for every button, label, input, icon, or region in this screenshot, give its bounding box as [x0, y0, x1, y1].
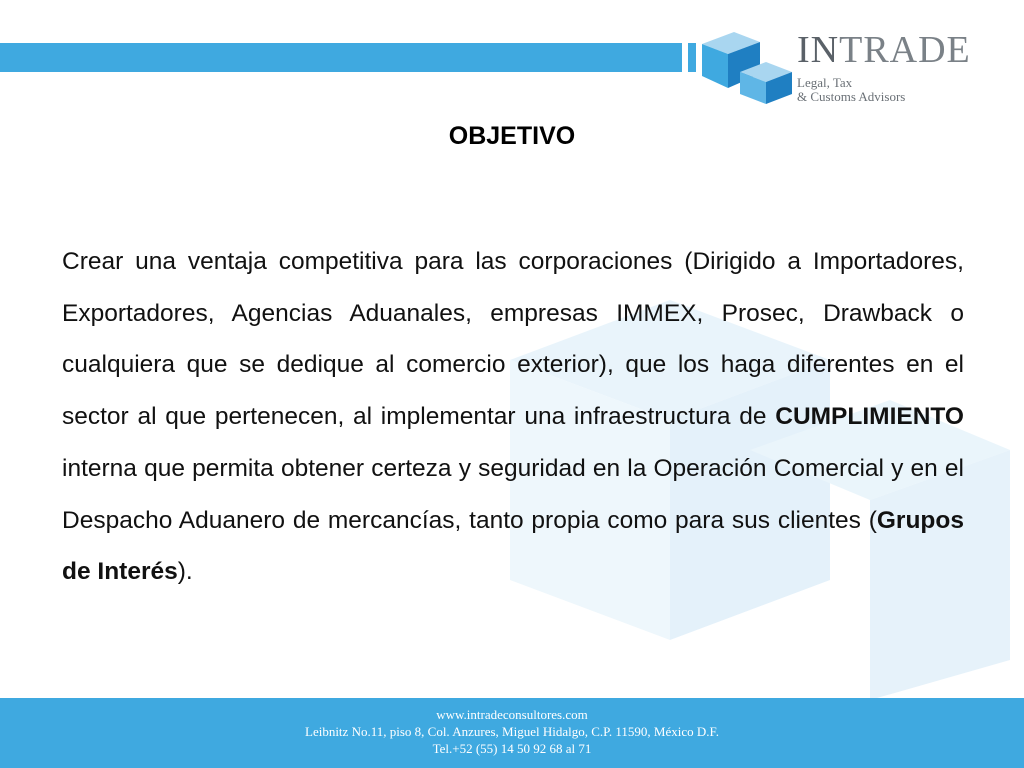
logo-wordmark: [797, 30, 971, 70]
paragraph-bold-grupos: Grupos de Interés: [62, 506, 964, 586]
logo-wordmark-in: IN: [797, 29, 840, 71]
logo-wordmark-rest: TRADE: [839, 29, 971, 71]
intrade-logo: [700, 28, 1010, 108]
paragraph-text-part1: Crear una ventaja competitiva para las corporaciones (Dirigido a Importadores, Exportadores, Agencias Aduanales, empresas IMMEX, Prosec, Drawback o cualquiera que se dedique al comercio exterior), que los haga diferentes en el sector al que pertenecen, al implementar una infraestructura de: [62, 248, 964, 431]
paragraph-text-part3: ).: [177, 558, 193, 586]
footer-phone: Tel.+52 (55) 14 50 92 68 al 71: [432, 741, 592, 756]
footer-address: Leibnitz No.11, piso 8, Col. Anzures, Miguel Hidalgo, C.P. 11590, México D.F.: [305, 724, 719, 739]
logo-tagline: [797, 76, 905, 104]
header-accent-bar: [0, 43, 696, 72]
paragraph-bold-cumplimiento: CUMPLIMIENTO: [775, 403, 964, 431]
paragraph-text-part2: interna que permita obtener certeza y seguridad en la Operación Comercial y en el Despacho Aduanero de mercancías, tanto propia como para sus clientes (: [62, 454, 964, 534]
logo-cubes-icon: [700, 28, 798, 106]
footer-contact: [0, 706, 1024, 757]
objective-paragraph: [62, 236, 964, 598]
footer-website: www.intradeconsultores.com: [436, 707, 588, 722]
logo-tagline-line1: Legal, Tax: [797, 75, 853, 90]
header-bar-gap: [682, 43, 688, 72]
slide-title: OBJETIVO: [448, 122, 576, 150]
logo-tagline-line2: & Customs Advisors: [797, 89, 906, 104]
